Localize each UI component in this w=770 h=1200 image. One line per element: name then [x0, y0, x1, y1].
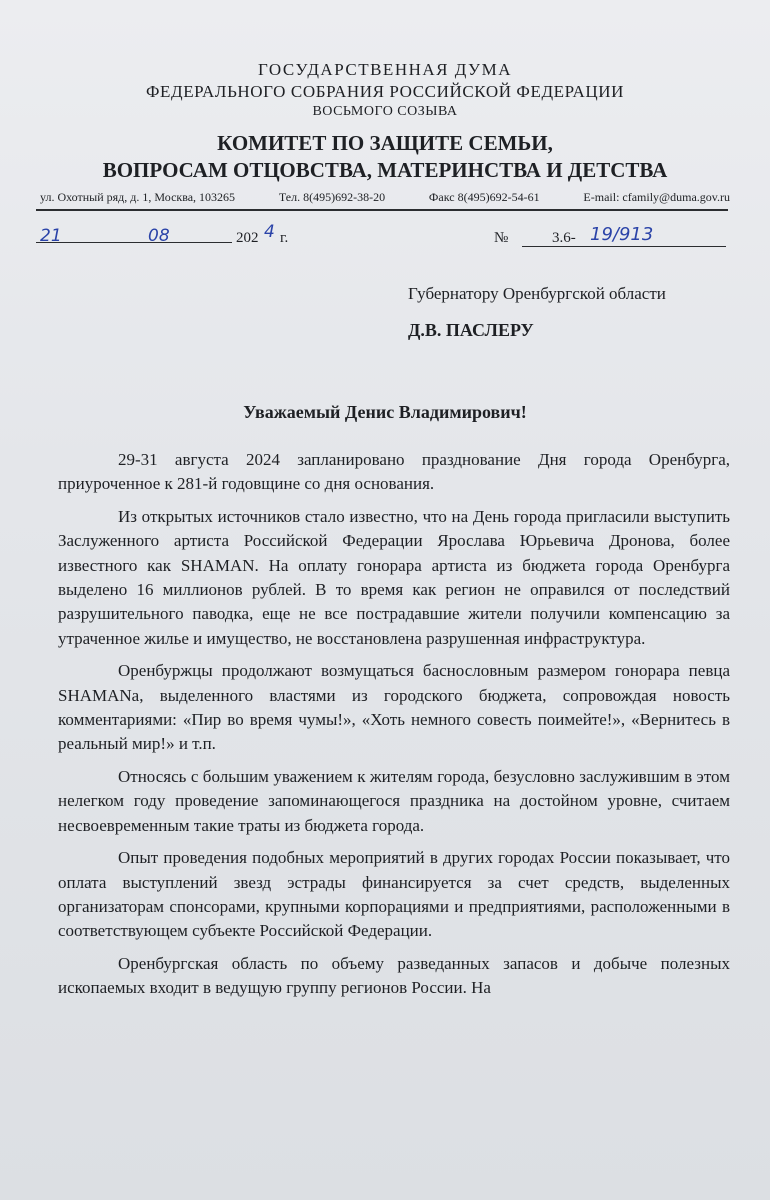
date-day: 21	[40, 226, 62, 246]
phone-text: Тел. 8(495)692-38-20	[278, 190, 386, 204]
paragraph: Относясь с большим уважением к жителям города, безусловно заслужившим в этом нелегком году проведение запоминающегося праздника на достойном уровне, считаем несвоевременным такие траты из бюджета города.	[58, 766, 730, 835]
date-month: 08	[148, 226, 170, 246]
addressee-name: Д.В. ПАСЛЕРУ	[408, 320, 534, 340]
date-underline	[36, 224, 232, 243]
number-label: №	[494, 230, 509, 246]
fax-text: Факс 8(495)692-54-61	[428, 190, 540, 204]
address-text: ул. Охотный ряд, д. 1, Москва, 103265	[40, 190, 236, 204]
header-divider	[36, 209, 728, 211]
committee-title-line1: КОМИТЕТ ПО ЗАЩИТЕ СЕМЬИ,	[217, 131, 553, 155]
header-federal-assembly: ФЕДЕРАЛЬНОГО СОБРАНИЯ РОССИЙСКОЙ ФЕДЕРАЦИИ	[145, 82, 625, 101]
addressee-title: Губернатору Оренбургской области	[408, 284, 666, 303]
salutation: Уважаемый Денис Владимирович!	[243, 402, 527, 422]
contact-line	[40, 190, 730, 205]
header-duma: ГОСУДАРСТВЕННАЯ ДУМА	[258, 60, 512, 79]
number-handwritten: 19/913	[590, 224, 654, 245]
header-convocation: ВОСЬМОГО СОЗЫВА	[312, 104, 458, 119]
paragraph: Опыт проведения подобных мероприятий в других городах России показывает, что оплата выступлений звезд эстрады финансируется за счет средств, выделенных организаторам спонсорами, крупными корпорациями и предприятиями, расположенными в соответствующем субъекте Российской Федерации.	[58, 848, 730, 941]
paragraph: Из открытых источников стало известно, что на День города пригласили выступить Заслуженного артиста Российской Федерации Ярослава Юрьевича Дронова, более известного как SHAMAN. На оплату гонорара артиста из бюджета города Оренбурга выделено 16 миллионов рублей. В то время как регион не оправился от последствий разрушительного паводка, еще не все пострадавшие жители получили компенсацию за утраченное жилье и имущество, не восстановлена разрушенная инфраструктура.	[58, 506, 730, 648]
paragraph: 29-31 августа 2024 запланировано празднование Дня города Оренбурга, приуроченное к 281-й годовщине со дня основания.	[58, 450, 730, 494]
letter-body	[58, 448, 730, 1001]
date-year-prefix: 202	[236, 230, 259, 246]
paragraph: Оренбуржцы продолжают возмущаться баснословным размером гонорара певца SHAMANа, выделенного властями из городского бюджета, сопровождая новость комментариями: «Пир во время чумы!», «Хоть немного совесть поимейте!», «Вернитесь в реальный мир!» и т.п.	[58, 661, 730, 754]
paragraph: Оренбургская область по объему разведанных запасов и добыче полезных ископаемых входит в ведущую группу регионов России. На	[58, 953, 730, 998]
date-year-digit: 4	[264, 222, 275, 242]
email-text: E-mail: cfamily@duma.gov.ru	[583, 190, 730, 204]
date-year-suffix: г.	[280, 230, 289, 246]
committee-title-line2: ВОПРОСАМ ОТЦОВСТВА, МАТЕРИНСТВА И ДЕТСТВА	[102, 158, 668, 182]
number-printed: 3.6-	[552, 230, 576, 246]
